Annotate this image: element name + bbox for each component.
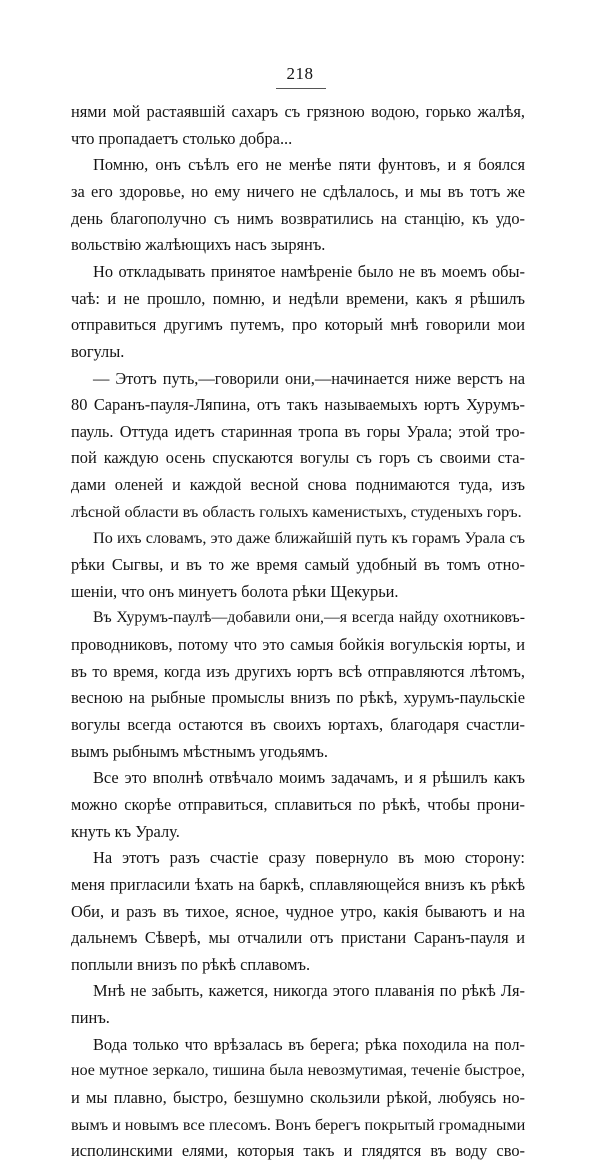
text-line: можно скорѣе отправиться, сплавиться по рѣкѣ, чтобы прони- <box>71 794 525 814</box>
text-line: Въ Хурумъ-паулѣ—добавили они,—я всегда найду охотниковъ- <box>93 609 525 627</box>
page-number: 218 <box>286 64 314 83</box>
text-line: пой каждую осень спускаются вогулы съ горъ съ своими ста- <box>71 448 525 468</box>
text-line: Вода только что врѣзалась въ берега; рѣка походила на пол- <box>93 1034 525 1054</box>
text-line: кнуть къ Уралу. <box>71 821 180 841</box>
text-line: вольствію жалѣющихъ насъ зырянъ. <box>71 235 326 255</box>
text-line: за его здоровье, но ему ничего не сдѣлалось, и мы въ тотъ же <box>71 181 525 201</box>
text-line: вогулы всегда остаются въ своихъ юртахъ, благодаря счастли- <box>71 714 525 734</box>
text-line: чаѣ: и не прошло, помню, и недѣли времени, какъ я рѣшилъ <box>71 288 525 308</box>
text-line: Помню, онъ съѣлъ его не менѣе пяти фунтовъ, и я боялся <box>93 155 525 175</box>
text-line: лѣсной области въ область голыхъ каменистыхъ, студеныхъ горъ. <box>71 502 522 521</box>
text-line: Мнѣ не забыть, кажется, никогда этого плаванія по рѣкѣ Ля- <box>93 981 525 1001</box>
text-line: исполинскими елями, которыя такъ и глядятся въ воду сво- <box>71 1141 525 1161</box>
text-line: нями мой растаявшій сахаръ съ грязною водою, горько жалѣя, <box>71 102 525 121</box>
text-line: Все это вполнѣ отвѣчало моимъ задачамъ, и я рѣшилъ какъ <box>93 768 525 788</box>
text-line: дальнемъ Сѣверѣ, мы отчалили отъ пристани Саранъ-пауля и <box>71 928 525 948</box>
page-number-rule <box>276 88 326 89</box>
text-line: вымъ и новымъ все плесомъ. Вонъ берегъ покрытый громадными <box>71 1115 526 1134</box>
text-line: поплыли внизъ по рѣкѣ сплавомъ. <box>71 954 311 974</box>
text-line: Но откладывать принятое намѣреніе было не въ моемъ обы- <box>93 261 525 281</box>
text-line: отправиться другимъ путемъ, про который мнѣ говорили мои <box>71 315 525 335</box>
text-line: вогулы. <box>71 341 125 361</box>
text-line: Оби, и разъ въ тихое, ясное, чудное утро, какія бываютъ и на <box>71 901 525 921</box>
text-line: вымъ рыбнымъ мѣстнымъ угодьямъ. <box>71 741 328 761</box>
text-line: шеніи, что онъ минуетъ болота рѣки Щекурьи. <box>71 581 399 601</box>
text-line: день благополучно съ нимъ возвратились на станцію, къ удо- <box>71 208 525 228</box>
text-line: На этотъ разъ счастіе сразу повернуло въ мою сторону: <box>93 848 525 868</box>
text-line: — Этотъ путь,—говорили они,—начинается ниже верстъ на <box>93 368 525 388</box>
text-line: ное мутное зеркало, тишина была невозмутимая, теченіе быстрое, <box>71 1062 525 1080</box>
text-line: проводниковъ, потому что это самыя бойкія вогульскія юрты, и <box>71 635 525 654</box>
text-line: дами оленей и каждой весной снова поднимаются туда, изъ <box>71 475 525 495</box>
text-line: и мы плавно, быстро, безшумно скользили рѣкой, любуясь но- <box>71 1088 525 1108</box>
text-line: пауль. Оттуда идетъ старинная тропа въ горы Урала; этой тро- <box>71 421 525 441</box>
text-line: 80 Саранъ-пауля-Ляпина, отъ такъ называемыхъ юртъ Хурумъ- <box>71 395 525 415</box>
text-line: По ихъ словамъ, это даже ближайшій путь къ горамъ Урала съ <box>93 529 525 548</box>
text-line: пинъ. <box>71 1008 110 1028</box>
text-line: рѣки Сыгвы, и въ то же время самый удобный въ томъ отно- <box>71 555 525 575</box>
text-line: меня пригласили ѣхать на баркѣ, сплавляющейся внизъ къ рѣкѣ <box>71 874 525 894</box>
text-line: весною на рыбные промыслы внизъ по рѣкѣ, хурумъ-паульскіе <box>71 688 525 708</box>
text-line: что пропадаетъ столько добра... <box>71 128 293 148</box>
text-line: въ то время, когда изъ другихъ юртъ всѣ отправляются лѣтомъ, <box>71 661 525 681</box>
